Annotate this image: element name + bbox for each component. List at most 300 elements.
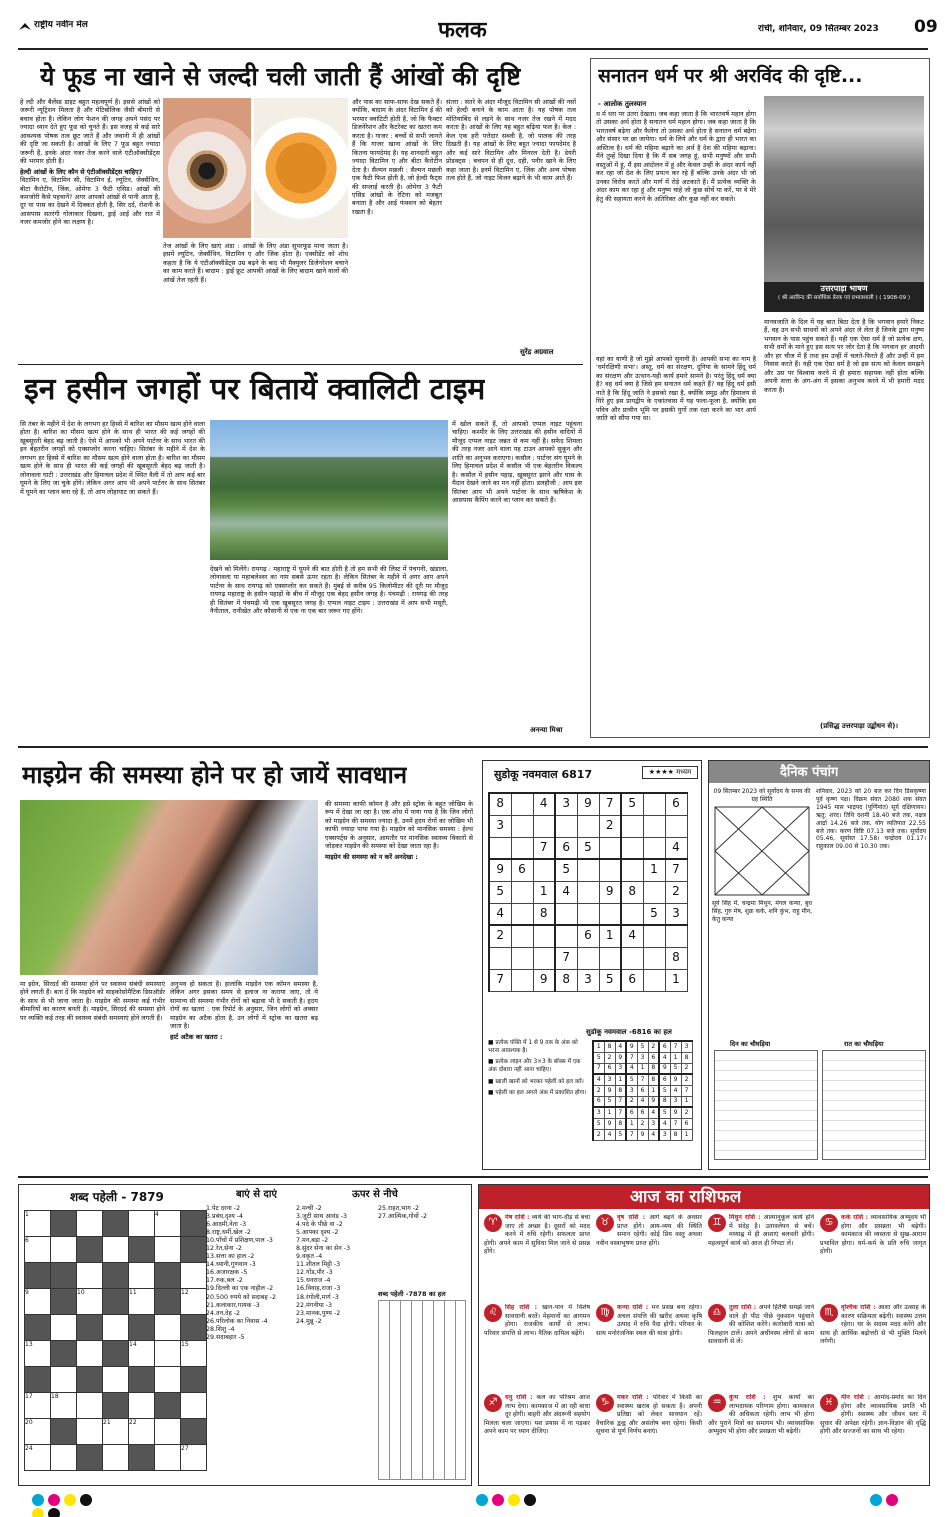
- crossword-cell[interactable]: [51, 1445, 77, 1471]
- sudoku-cell: 4: [621, 925, 643, 947]
- eye-photo: [163, 98, 251, 238]
- kundli-chart: [714, 806, 810, 896]
- crossword-cell[interactable]: [25, 1211, 51, 1237]
- crossword-cell[interactable]: [129, 1211, 155, 1237]
- crossword-clue: 16.अजारक्षक -5: [206, 1269, 248, 1277]
- sudoku-cell: 2: [665, 881, 687, 903]
- mid-rule: [18, 746, 928, 748]
- woman-photo: [20, 800, 318, 975]
- dateline: रांची, शनिवार, 09 सितम्बर 2023: [758, 24, 879, 34]
- crossword-cell[interactable]: [25, 1393, 51, 1419]
- crossword-cell[interactable]: [129, 1341, 155, 1367]
- crossword-cell[interactable]: [51, 1315, 77, 1341]
- crossword-cell[interactable]: [25, 1419, 51, 1445]
- zodiac-sign: तुला राशि :: [729, 1304, 759, 1311]
- sudoku-cell: [533, 859, 555, 881]
- crossword-cell[interactable]: [103, 1237, 129, 1263]
- sudoku-cell: [599, 947, 621, 969]
- sudoku-cell: [511, 815, 533, 837]
- crossword-clue: 6.आदमी,नेता -3: [206, 1221, 247, 1229]
- crossword-cell[interactable]: [129, 1289, 155, 1315]
- brand-logo-icon: [18, 20, 32, 34]
- clue-number: 18: [51, 1393, 59, 1400]
- sudoku-solution-cell: 3: [604, 1074, 615, 1085]
- clue-number: 11: [129, 1289, 137, 1296]
- crossword-cell[interactable]: [181, 1263, 207, 1289]
- crossword-cell[interactable]: [129, 1445, 155, 1471]
- crossword-cell[interactable]: [51, 1341, 77, 1367]
- horoscope-item: [596, 1214, 702, 1300]
- clue-number: 22: [129, 1419, 137, 1426]
- sudoku-cell: 1: [533, 881, 555, 903]
- sudoku-solution-cell: 5: [593, 1118, 604, 1129]
- migraine-col3: [325, 800, 473, 1170]
- horoscope-item: [484, 1214, 590, 1300]
- sudoku-cell: [577, 859, 599, 881]
- day-choghadiya-title: दिन का चौघड़िया: [730, 1040, 771, 1048]
- crossword-clue: 3.जुटी साथ आवंड -3: [296, 1213, 347, 1221]
- crossword-clue: 29.सदाबहार -5: [206, 1333, 245, 1341]
- crossword-cell[interactable]: [155, 1237, 181, 1263]
- crossword-cell[interactable]: [181, 1393, 207, 1419]
- crossword-cell[interactable]: [77, 1211, 103, 1237]
- crossword-clue: 8.सुंदर सेना का सेन -3: [296, 1245, 351, 1253]
- sudoku-solution-cell: 5: [626, 1074, 637, 1085]
- sudoku-solution-cell: 2: [593, 1085, 604, 1096]
- horoscope-text: आत्मानुकूल कार्य होने में संदेह है। उतावलेपन से बचें। मध्याह्न में ही आशाएं बलवती होंगी। महत्वपूर्ण कार्य को आज ही निपटा लें।: [708, 1214, 814, 1247]
- horoscope-title: आज का राशिफल: [630, 1187, 742, 1207]
- crossword-clue: 5.आपका दृश्य -2: [296, 1229, 339, 1237]
- sudoku-cell: 6: [665, 793, 687, 815]
- down-title: ऊपर से नीचे: [352, 1189, 398, 1200]
- crossword-cell[interactable]: [155, 1263, 181, 1289]
- migraine-col2-text: अनुभव हो सकता है। हालांकि माइग्रेन एक कॉमन समस्या है, लेकिन अगर इसका समय से इलाज ना कराया जाए, तो ये सामान्य सी समस्या गंभीर रोगों को बढ़ावा भी दे सकती है। हृदय रोगों का खतरा : एक रिपोर्ट के अनुसार, जिन लोगों को अक्सर माइग्रेन का अटैक होता है, उन लोगों में स्ट्रोक का खतरा बढ़ जाता है।: [170, 980, 318, 1031]
- sudoku-cell: 6: [621, 969, 643, 991]
- sudoku-cell: 3: [577, 969, 599, 991]
- sudoku-cell: 9: [599, 881, 621, 903]
- sanatan-col2: वहां का वाणी है जो मुझे आपको सुनानी है। आपकी सभा का नाम है 'धर्मरक्षिणी सभा'। अस्तु, धर्म का संरक्षण, दुनिया के सामने हिंदू धर्म का संरक्षण और उत्थान-यही कार्य हमारे सामने है। परंतु हिंदू धर्म क्या है? वह धर्म क्या है जिसे हम सनातन धर्म कहते हैं? वह हिंदू धर्म इसी नाते है कि हिंदू जाति ने इसको रखा है, क्योंकि समुद्र और हिमालय से घिरे हुए इस प्रायद्वीप के एकांतवास में यह फला-फूला है, क्योंकि इस पवित्र और प्राचीन भूमि पर इसकी युगों तक रक्षा करने का भार आर्य जाति को सौंपा गया था।: [596, 355, 756, 423]
- crossword-cell[interactable]: [129, 1315, 155, 1341]
- sudoku-cell: 8: [555, 969, 577, 991]
- sudoku-cell: [577, 947, 599, 969]
- crossword-cell[interactable]: [181, 1341, 207, 1367]
- sudoku-cell: 3: [489, 815, 511, 837]
- horoscope-item: [596, 1304, 702, 1390]
- sudoku-solution-cell: 1: [626, 1118, 637, 1129]
- sudoku-cell: [643, 837, 665, 859]
- crossword-cell[interactable]: [103, 1315, 129, 1341]
- sudoku-solution-cell: 7: [670, 1118, 681, 1129]
- crossword-cell[interactable]: [25, 1289, 51, 1315]
- crossword-cell[interactable]: [77, 1419, 103, 1445]
- sudoku-solution-cell: 6: [648, 1052, 659, 1063]
- sudoku-cell: [511, 903, 533, 925]
- sudoku-cell: [599, 859, 621, 881]
- crossword-cell[interactable]: [51, 1237, 77, 1263]
- crossword-clue: 17.रुक,बल -2: [206, 1277, 243, 1285]
- clue-number: 12: [181, 1289, 189, 1296]
- crossword-cell[interactable]: [103, 1367, 129, 1393]
- masthead: [18, 14, 938, 48]
- zodiac-sign: कर्क राशि :: [841, 1214, 871, 1221]
- crossword-cell[interactable]: [103, 1419, 129, 1445]
- migraine-headline: माइग्रेन की समस्या होने पर हो जायें सावधान: [22, 761, 408, 789]
- travel-col2: देखने को मिलेंगे। रायगढ़ : महाराष्ट्र में घूमने की बात होती है तो हम सभी की लिस्ट में पंचगनी, खंडाला, लोनावला या महाबलेश्वर का नाम सबसे ऊपर रहता है। लेकिन सितंबर के महीने में अगर आप अपने पार्टनर के साथ रायगढ़ को एक्सप्लोर कर सकते हैं। मुंबई से करीब 95 किलोमीटर की दूरी पर मौजूद रायगढ़ महाराष्ट्र के हसीन पहाड़ों के बीच में मौजूद एक बेहद हसीन जगह है। पंचमढ़ी : रायगढ़ की तरह ही सितंबर में पंचमढ़ी भी एक खूबसूरत जगह है। एप्पल नाइट टाइम : उत्तराखंड में आप सभी मसूरी, नैनीताल, रानीखेत और कौसानी से एक ना एक बार जरूर गए होंगे।: [210, 565, 448, 616]
- crossword-clue: 24.मुन्नू -2: [296, 1317, 322, 1325]
- crossword-cell[interactable]: [77, 1445, 103, 1471]
- zodiac-icon: ♏: [820, 1304, 838, 1322]
- crossword-solution-grid: [378, 1300, 466, 1480]
- panchang-title: दैनिक पंचांग: [780, 765, 839, 780]
- crossword-clue: 26.परिलोक का निवास -4: [206, 1317, 268, 1325]
- sudoku-solution-cell: 5: [604, 1096, 615, 1107]
- crossword-cell[interactable]: [103, 1289, 129, 1315]
- sudoku-solution-cell: 4: [670, 1085, 681, 1096]
- sudoku-cell: [643, 815, 665, 837]
- horoscope-item: [596, 1394, 702, 1480]
- sudoku-cell: 3: [665, 903, 687, 925]
- crossword-cell[interactable]: [51, 1289, 77, 1315]
- travel-col3: में खोल सकते हैं, तो आपको एप्पल नाइट पहुंचना चाहिए। कश्मीर के लिए उत्तराखंड की हसीन वादियों में मौजूद एप्पल नाइट जन्नत से कम नहीं है। सफेद शिमला की तरह नजर आने वाला यह टाउन आपको सुकून और शांति का अनुभव कराएगा। कसौल : पार्टनर संग घूमने के लिए हिमाचल प्रदेश में कसौल भी एक बेहतरीन विकल्प है। कसौल में हसीन पहाड़, खूबसूरत झरने और घास के मैदान देखने जाने का मन नहीं होता। डलहौजी : आप इस सितंबर आप भी अपने पार्टनर के साथ ऋषिकेश के आसपास कैंपिंग करने का प्लान कर सकते हैं।: [452, 420, 582, 505]
- crossword-cell[interactable]: [103, 1211, 129, 1237]
- crossword-cell[interactable]: [129, 1419, 155, 1445]
- crossword-cell[interactable]: [155, 1393, 181, 1419]
- crossword-clue: 14.ध्यानी,गुणवान -3: [206, 1261, 256, 1269]
- sudoku-title: सुडोकू नवमवाल 6817: [494, 768, 593, 781]
- sudoku-rule: ■ पहेली का हल अगले अंक में प्रकाशित होगा।: [488, 1090, 587, 1097]
- crossword-cell[interactable]: [77, 1315, 103, 1341]
- crossword-cell[interactable]: [77, 1237, 103, 1263]
- print-colour-bar: [30, 1494, 910, 1508]
- clue-number: 1: [25, 1211, 29, 1218]
- sudoku-solution-cell: 7: [670, 1041, 681, 1052]
- crossword-cell[interactable]: [181, 1367, 207, 1393]
- crossword-cell[interactable]: [51, 1211, 77, 1237]
- sudoku-cell: 7: [665, 859, 687, 881]
- eyes-col1-text: हे ल्दी और बैलेंस्ड डाइट बहुत महत्वपूर्ण है। इससे आंखों को जरूरी न्यूट्रिशन मिलता है और मेटिबोलिक जैसी बीमारी से बचाव होता है। लेकिन लोग फेशन की जगह अपने पसंद पर ज्यादा ध्यान देते हुए फूड को चुनते हैं। इस वजह से कई सारे आवश्यक पोषक तत्व छूट जाते हैं और जवानी में ही आंखों की दृष्टि जा सकती है। आंखों के लिए 7 फूड बहुत ज्यादा जरूरी हैं, इनके अंदर नजर तेज करने वाले एंटीऑक्सीडेंट्स की भरमार होती है।: [20, 98, 160, 166]
- crossword-clue: 3.प्रबंध,दृश्य -4: [206, 1213, 244, 1221]
- sudoku-cell: [555, 903, 577, 925]
- sudoku-solution-cell: 5: [670, 1063, 681, 1074]
- night-choghadiya-title: रात का चौघड़िया: [844, 1040, 884, 1048]
- horoscope-text: शुभ कार्यों का लाभदायक परिणाम होगा। कामकाज की अधिकता रहेगी। लाभ भी होगा और पुराने मित्रों का समागम भी। व्यावसायिक अभ्युदय भी होगा और प्रसन्नता भी बढ़ेगी।: [708, 1394, 814, 1435]
- sudoku-solution-cell: 4: [648, 1129, 659, 1140]
- sudoku-cell: 7: [533, 837, 555, 859]
- sudoku-solution-cell: 3: [681, 1041, 692, 1052]
- horoscope-text: खान-पान में विशेष सावधानी बरतें। मेहमानों का आगमन होगा। राजकीय कार्यों से लाभ। परिवार संपत्ति से लाभ। नैतिक दायित्व बढ़ेंगे।: [484, 1304, 590, 1337]
- zodiac-sign: मीन राशि :: [841, 1394, 875, 1401]
- sudoku-solution-cell: 5: [593, 1052, 604, 1063]
- crossword-cell[interactable]: [103, 1393, 129, 1419]
- sudoku-cell: [577, 815, 599, 837]
- crossword-cell[interactable]: [25, 1263, 51, 1289]
- zodiac-icon: ♐: [484, 1394, 502, 1412]
- crossword-clue: 2.मन्ची -2: [296, 1205, 322, 1212]
- eyes-rule: [18, 364, 583, 365]
- sudoku-solution-cell: 8: [659, 1096, 670, 1107]
- crossword-solution-title: शब्द पहेली -7878 का हल: [378, 1290, 446, 1298]
- sudoku-cell: 3: [555, 793, 577, 815]
- crossword-cell[interactable]: [103, 1263, 129, 1289]
- sudoku-cell: 9: [577, 793, 599, 815]
- sudoku-cell: [577, 881, 599, 903]
- zodiac-sign: धनु राशि :: [505, 1394, 537, 1401]
- crossword-clue: 22.मंगनीया -3: [296, 1301, 333, 1309]
- sudoku-solution-cell: 2: [604, 1052, 615, 1063]
- sudoku-cell: 5: [643, 903, 665, 925]
- crossword-clue: 4.पदे के पीछे वा -2: [296, 1221, 343, 1229]
- sudoku-solution-cell: 9: [604, 1118, 615, 1129]
- crossword-clue: 9.वकृत -4: [296, 1253, 323, 1261]
- clue-number: 14: [129, 1341, 137, 1348]
- sudoku-cell: [643, 947, 665, 969]
- crossword-cell[interactable]: [25, 1341, 51, 1367]
- sudoku-grid: [488, 792, 688, 992]
- crossword-cell[interactable]: [25, 1315, 51, 1341]
- crossword-cell[interactable]: [181, 1211, 207, 1237]
- down-clues-2: [378, 1205, 468, 1285]
- crossword-clue: 27.आत्मिक,गोवों -2: [378, 1213, 428, 1221]
- sudoku-rules: [488, 1040, 588, 1160]
- crossword-clue: 13.सत्ता का हाल -2: [206, 1253, 255, 1261]
- clue-number: 6: [25, 1237, 29, 1244]
- sudoku-cell: 4: [489, 903, 511, 925]
- zodiac-sign: कुंभ राशि :: [729, 1394, 773, 1401]
- sudoku-solution-cell: 9: [670, 1107, 681, 1118]
- crossword-cell[interactable]: [155, 1341, 181, 1367]
- clue-number: 10: [77, 1289, 85, 1296]
- crossword-cell[interactable]: [77, 1289, 103, 1315]
- sudoku-cell: [533, 925, 555, 947]
- crossword-cell[interactable]: [155, 1445, 181, 1471]
- sudoku-cell: [511, 793, 533, 815]
- sudoku-solution-cell: 7: [615, 1107, 626, 1118]
- horoscope-item: [708, 1394, 814, 1480]
- sudoku-cell: [511, 837, 533, 859]
- page-number: 09: [914, 17, 938, 37]
- crossword-cell[interactable]: [77, 1341, 103, 1367]
- crossword-clue: 11.शीतल मिट्टी -3: [296, 1261, 341, 1269]
- zodiac-sign: सिंह राशि :: [505, 1304, 543, 1311]
- crossword-clue: 7.मन,बड़ा -2: [296, 1237, 329, 1245]
- crossword-clue: 16.विवाह,राजा -3: [296, 1285, 341, 1293]
- day-choghadiya-table: [714, 1050, 818, 1160]
- brand-name: राष्ट्रीय नवीन मेल: [34, 20, 88, 30]
- sudoku-cell: [665, 815, 687, 837]
- sudoku-cell: [599, 903, 621, 925]
- sudoku-cell: 5: [555, 859, 577, 881]
- clue-number: 20: [25, 1419, 33, 1426]
- zodiac-sign: कन्या राशि :: [617, 1304, 652, 1311]
- sudoku-cell: [643, 969, 665, 991]
- crossword-cell[interactable]: [129, 1367, 155, 1393]
- panchang-details: शनिवार, 2023 को 20 बज कर दिन डिसकृष्णा पूर्व कृष्ण पक्ष। विक्रम संवत 2080 शक संवत 1945 मास भाद्रपद (पूर्णिमांत) सूर्य दक्षिणायन। ऋतु: शरद। तिथि दशमी 18.40 बजे तक, नक्षत्र आर्द्रा 14.26 बजे तक, योग व्यतिपात 22.55 बजे तक। करण विष्टि 07.13 बजे तक। सूर्योदय 05.46, सूर्यास्त 17.58। चन्द्रोदय 01.17। राहुकाल 09.00 से 10.30 तक।: [816, 788, 926, 851]
- crossword-cell[interactable]: [103, 1341, 129, 1367]
- zodiac-sign: वृष राशि :: [617, 1214, 650, 1221]
- sudoku-solution-cell: 6: [637, 1085, 648, 1096]
- sudoku-cell: 8: [621, 881, 643, 903]
- sudoku-cell: [511, 947, 533, 969]
- sudoku-solution-cell: 9: [670, 1074, 681, 1085]
- crossword-cell[interactable]: [51, 1367, 77, 1393]
- aurobindo-photo: [764, 96, 924, 282]
- sudoku-solution-cell: 6: [681, 1118, 692, 1129]
- sudoku-solution-cell: 9: [604, 1085, 615, 1096]
- sudoku-solution-cell: 9: [637, 1129, 648, 1140]
- sanatan-headline: सनातन धर्म पर श्री अरविंद की दृष्टि...: [598, 65, 863, 87]
- crossword-cell[interactable]: [129, 1263, 155, 1289]
- migraine-col3-text: की समस्या काफी कॉमन है और इसे स्ट्रोक के बहुत जोखिम के रूप में देखा जा रहा है। एक शोध में पाया गया है कि जिन लोगों को माइग्रेन की समस्या ज्यादा है, उनमें हृदय रोगों का जोखिम भी काफी ज्यादा पाया गया है। माइग्रेन को मानसिक समस्या : हेल्थ एक्सपर्ट्स के अनुसार, आमतौर पर मानसिक स्वास्थ्य विकारों से जोड़कर माइग्रेन की समस्या को देखा जाता रहा है।: [325, 800, 473, 851]
- crossword-cell[interactable]: [51, 1393, 77, 1419]
- sudoku-solution-cell: 3: [593, 1107, 604, 1118]
- eyes-col4: संतरा : संतरे के अंदर मौजूद विटामिन सी आंखों की नसों को हेल्दी बनाने के काम आता है। यह पोषक तत्व मोतियाबिंद से लड़ने के साथ नजर तेज रखने में मदद करता है। आंखों के लिए यह बहुत बढ़िया फल है। केल : केल एक हरी पत्तेदार सब्जी है, जो पालक की तरह दिखती है। यह आंखों के लिए बहुत ज्यादा फायदेमंद है और कई सारे विटामिन और मिनरल देती है। डेयरी प्रोडक्ट्स : बचपन से ही दूध, दही, पनीर खाने के लिए कहा जाता है। इनमें विटामिन ए, जिंक और अन्य पोषक तत्व होते हैं, जो नाइट विजन बढ़ाने के भी काम आते हैं।: [446, 98, 576, 183]
- clue-number: 24: [25, 1445, 33, 1452]
- eyes-col1: [20, 98, 160, 356]
- zodiac-sign: मिथुन राशि :: [729, 1214, 764, 1221]
- horoscope-text: अपने हितैषी समझे जाने वाले ही पीठ पीछे नुकसान पहुंचाने की कोशिश करेंगे। कारोबारी यात्रा को फिलहाल टालें। अपने अधीनस्थ लोगों से काम सावधानी से लें।: [708, 1304, 814, 1345]
- clue-number: 27: [181, 1445, 189, 1452]
- sudoku-rule: ■ खाली खानों को भरकर पहेली को हल करें।: [488, 1078, 584, 1085]
- across-clues: [206, 1205, 294, 1483]
- sudoku-solution-cell: 6: [626, 1107, 637, 1118]
- sudoku-cell: [643, 793, 665, 815]
- crossword-cell[interactable]: [155, 1419, 181, 1445]
- sudoku-solution-cell: 7: [615, 1096, 626, 1107]
- sudoku-cell: 4: [533, 793, 555, 815]
- sudoku-solution-cell: 3: [626, 1085, 637, 1096]
- crossword-clue: 24.तन,देह -2: [206, 1309, 241, 1317]
- sudoku-solution-cell: 4: [637, 1096, 648, 1107]
- horoscope-item: [820, 1214, 926, 1300]
- zodiac-sign: मकर राशि :: [617, 1394, 653, 1401]
- sudoku-cell: 2: [599, 815, 621, 837]
- across-title: बाएं से दाएं: [236, 1189, 277, 1200]
- sudoku-cell: 7: [599, 793, 621, 815]
- clue-number: 13: [25, 1341, 33, 1348]
- food-bowl-photo: [254, 98, 348, 238]
- sanatan-author: - आलोक तुलस्यान: [598, 100, 647, 108]
- crossword-cell[interactable]: [77, 1263, 103, 1289]
- sudoku-cell: 1: [665, 969, 687, 991]
- zodiac-icon: ♓: [820, 1394, 838, 1412]
- sudoku-solution-cell: 8: [648, 1063, 659, 1074]
- horoscope-item: [484, 1394, 590, 1480]
- sudoku-cell: [533, 815, 555, 837]
- sudoku-solution-cell: 1: [637, 1063, 648, 1074]
- crossword-cell[interactable]: [129, 1393, 155, 1419]
- sudoku-solution-cell: 8: [615, 1118, 626, 1129]
- caption-sub: ( श्री अरविन्द की सर्वाधिक प्रेरक एवं प्रभावशाली ) ( 1908-09 ): [777, 294, 911, 301]
- sudoku-cell: [533, 947, 555, 969]
- sudoku-cell: [489, 947, 511, 969]
- eyes-byline: सुरेंद्र अग्रवाल: [520, 348, 554, 356]
- travel-headline: इन हसीन जगहों पर बितायें क्वालिटी टाइम: [24, 372, 486, 407]
- sudoku-solution-cell: 1: [604, 1107, 615, 1118]
- crossword-title: शब्द पहेली - 7879: [70, 1190, 164, 1204]
- crossword-cell[interactable]: [181, 1237, 207, 1263]
- sudoku-solution-cell: 2: [593, 1129, 604, 1140]
- sudoku-cell: 8: [533, 903, 555, 925]
- migraine-subhead1: हार्ट अटैक का खतरा :: [170, 1032, 223, 1041]
- crossword-cell[interactable]: [155, 1211, 181, 1237]
- crossword-cell[interactable]: [51, 1263, 77, 1289]
- panchang-date: 09 सितम्बर 2023 को सूर्योदय के समय की ग्रह स्थिति: [713, 788, 811, 803]
- crossword-clue: 28.शिशु -4: [206, 1325, 235, 1333]
- panchang-planets: सूर्य सिंह में, चन्द्रमा मिथुन, मंगल कन्या, बुध सिंह, गुरु मेष, शुक्र कर्क, शनि कुंभ, राहु मीन, केतु कन्या: [712, 900, 812, 923]
- sanatan-col1: ध र्म धरा पर उतरा देखता। जब कहा जाता है कि भारतवर्ष महान होगा तो उसका अर्थ होता है सनातन धर्म महान होगा। जब कहा जाता है कि भारतवर्ष बढ़ेगा और फैलेगा तो उसका अर्थ होता है सनातन धर्म बढ़ेगा और संसार पर छा जायेगा। धर्म के लिये और धर्म के द्वारा ही भारत का अस्तित्व है। धर्म की महिमा बढ़ाने का अर्थ है देश की महिमा बढ़ाना। मैंने तुम्हें दिखा दिया है कि मैं सब जगह हूं, सभी मनुष्यों और सभी वस्तुओं में हूं, मैं इस आंदोलन में हूं और केवल उन्हीं के अंदर कार्य नहीं कर रहा जो देश के लिए प्रयत्न कर रहे हैं बल्कि उनके अंदर भी जो उनका विरोध करते और मार्ग में रोड़े अटकाते हैं। मैं प्रत्येक व्यक्ति के अंदर काम कर रहा हूं और मनुष्य चाहे जो कुछ सोचें या करें, पर वे मेरे हेतु की सहायता करने के अतिरिक्त और कुछ नहीं कर सकते।: [596, 110, 756, 203]
- sudoku-prev-title: सुडोकू नवमवाल -6816 का हल: [586, 1028, 672, 1036]
- sudoku-solution-cell: 3: [670, 1096, 681, 1107]
- crossword-cell[interactable]: [77, 1367, 103, 1393]
- crossword-cell[interactable]: [51, 1419, 77, 1445]
- crossword-clue: 1.पेट दरना -2: [206, 1205, 241, 1212]
- sudoku-rule: ■ प्रत्येक पंक्ति में 1 से 9 तक के अंक को भरना आवश्यक है।: [488, 1040, 578, 1054]
- sudoku-cell: 5: [489, 881, 511, 903]
- clue-number: 21: [103, 1419, 111, 1426]
- horoscope-text: आशा और उत्साह के कारण सक्रियता बढ़ेगी। स्वास्थ्य उत्तम रहेगा। घर के सदस्य मदद करेंगे और साथ ही आर्थिक बढ़ोत्तरी से भी मुक्ति मिलने लगेगी।: [820, 1304, 926, 1345]
- crossword-cell[interactable]: [25, 1237, 51, 1263]
- sudoku-solution-cell: 4: [626, 1063, 637, 1074]
- valley-photo: [210, 420, 448, 560]
- sudoku-solution-cell: 1: [593, 1041, 604, 1052]
- clue-number: 15: [181, 1341, 189, 1348]
- horoscope-item: [708, 1214, 814, 1300]
- crossword-cell[interactable]: [77, 1393, 103, 1419]
- sudoku-solution-cell: 6: [659, 1041, 670, 1052]
- crossword-cell[interactable]: [155, 1289, 181, 1315]
- sanatan-credit: (प्रसिद्ध उत्तरपाड़ा उद्बोधन से)।: [820, 722, 898, 730]
- sudoku-solution-cell: 7: [637, 1074, 648, 1085]
- sudoku-solution-cell: 9: [659, 1063, 670, 1074]
- crossword-cell[interactable]: [25, 1445, 51, 1471]
- sudoku-solution-cell: 8: [615, 1085, 626, 1096]
- horoscope-text: व्यर्थ की भाग-दौड़ से बचा जाए तो अच्छा है। दूसरों को मदद करने में रुचि रहेगी। सफलता प्राप्त होगी। अपने काम में सुविधा मिल जाने से प्रसन्न होंगे।: [484, 1214, 590, 1255]
- sudoku-solution-cell: 7: [626, 1052, 637, 1063]
- crossword-cell[interactable]: [25, 1367, 51, 1393]
- lower-rule: [18, 1176, 928, 1178]
- crossword-clue: 18.रंगोली,मार्ग -3: [296, 1293, 339, 1301]
- sudoku-solution-cell: 3: [659, 1129, 670, 1140]
- eyes-col2: तेज आंखों के लिए खाएं अंडा : आंखों के लिए अंडा सुपरफूड माना जाता है। इसमें ल्यूटिन, जेक्सैंथिन, विटामिन ए और जिंक होता है। एक्सीडेंट को शोध कहता है कि ये एंटीऑक्सीडेंट्स उम्र बढ़ने के बाद भी मैक्युलर डिजेनरेशन बचाने का काम करते हैं। बादाम : ड्राई फ्रूट आपकी आंखों के लिए बादाम खाने वालों की आंखें तेज रहती हैं।: [163, 242, 348, 284]
- crossword-cell[interactable]: [155, 1315, 181, 1341]
- crossword-cell[interactable]: [155, 1367, 181, 1393]
- horoscope-text: परिवार में किसी का स्वास्थ्य खराब हो सकता है। अपनी प्रतिष्ठा को लेकर सावधान रहें। वैचारिक द्वन्द्व और असंतोष बना रहेगा। किसी सूचना से पूर्ण निर्णय बनाएं।: [596, 1394, 702, 1435]
- crossword-cell[interactable]: [181, 1445, 207, 1471]
- sudoku-cell: [511, 881, 533, 903]
- sudoku-cell: [577, 903, 599, 925]
- sudoku-solution-cell: 1: [681, 1129, 692, 1140]
- section-title: फलक: [438, 18, 487, 43]
- zodiac-icon: ♉: [596, 1214, 614, 1232]
- migraine-col2: [170, 980, 318, 1170]
- sudoku-cell: [599, 837, 621, 859]
- zodiac-icon: ♍: [596, 1304, 614, 1322]
- crossword-cell[interactable]: [181, 1315, 207, 1341]
- crossword-cell[interactable]: [181, 1419, 207, 1445]
- photo-caption: [764, 282, 924, 312]
- crossword-clue: 10.पाँचों में प्रशिक्षण,पाल -3: [206, 1237, 273, 1245]
- crossword-clue: 23.मानक,पुण्य -2: [296, 1309, 341, 1317]
- crossword-cell[interactable]: [129, 1237, 155, 1263]
- crossword-cell[interactable]: [103, 1445, 129, 1471]
- sudoku-cell: 6: [511, 859, 533, 881]
- horoscope-text: कल का परिश्रम आज लाभ देगा। कामकाज में आ रही बाधा दूर होगी। बाहरी और अंदरूनी सहयोग मिलता चला जाएगा। यश प्रयास में ना पड़कर अपने काम पर ध्यान दीजिए।: [484, 1394, 590, 1435]
- sudoku-solution-cell: 8: [604, 1041, 615, 1052]
- sudoku-cell: [621, 947, 643, 969]
- sudoku-solution-cell: 4: [648, 1107, 659, 1118]
- sudoku-solution-cell: 2: [681, 1074, 692, 1085]
- crossword-cell[interactable]: [181, 1289, 207, 1315]
